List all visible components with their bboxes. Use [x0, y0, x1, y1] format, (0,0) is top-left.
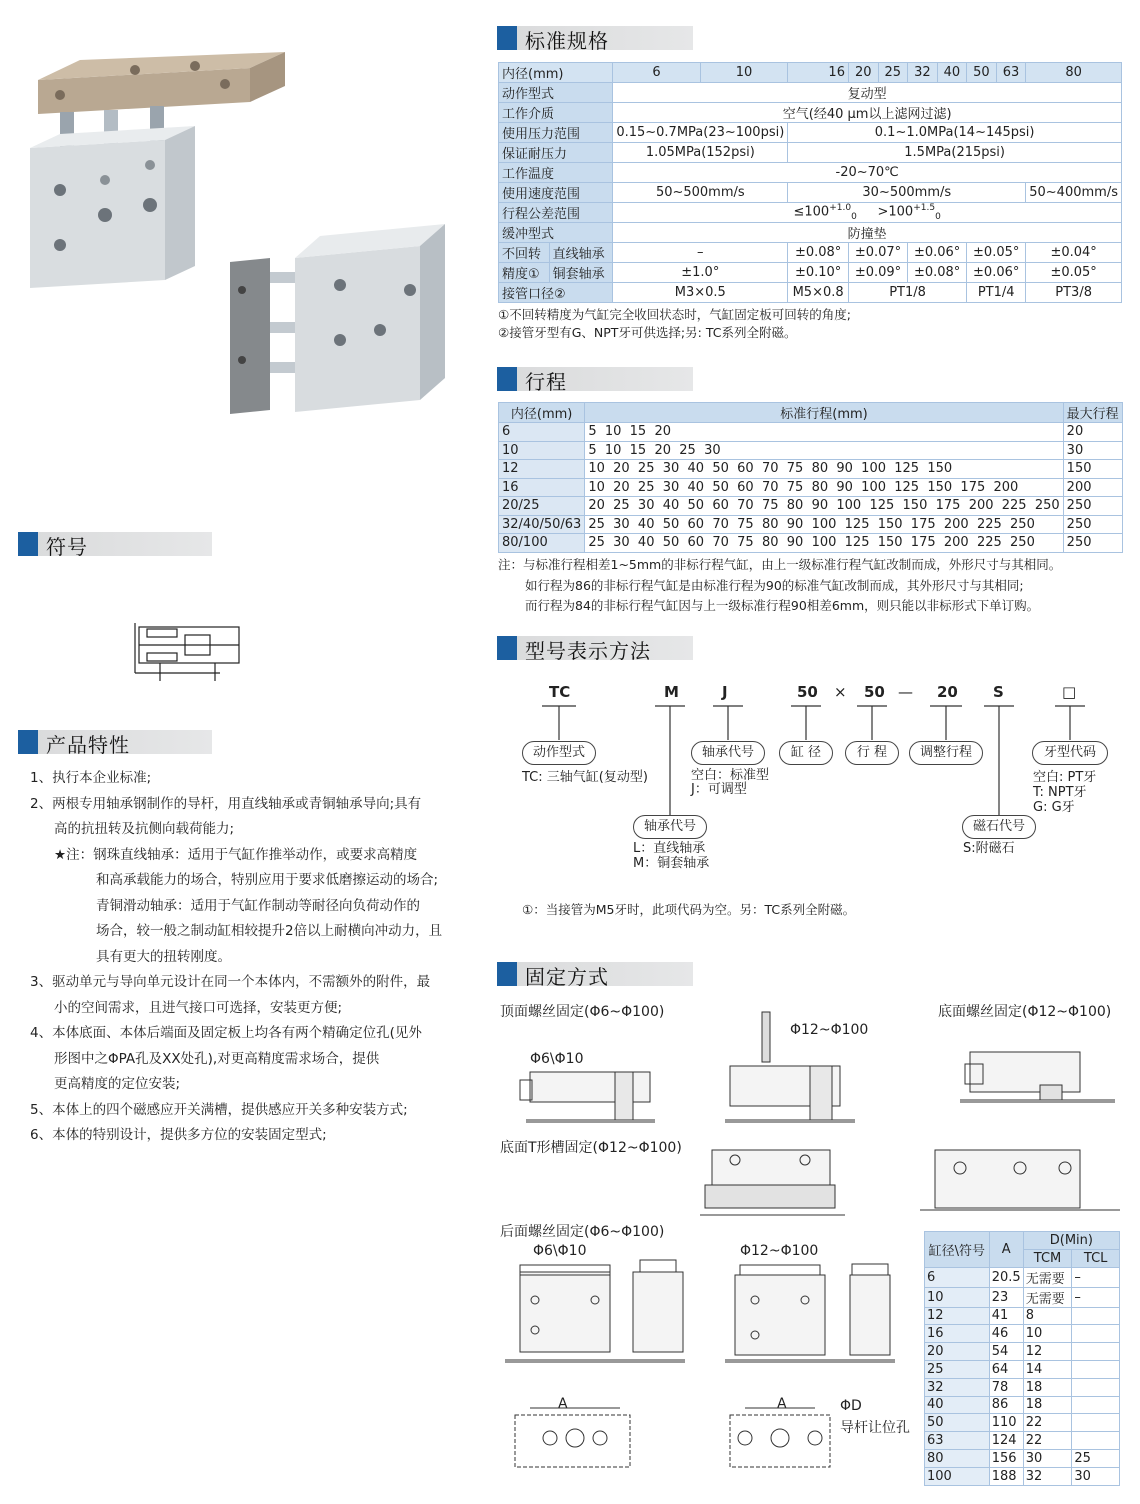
code-thread: □ [1062, 683, 1077, 701]
table-row [499, 534, 1123, 553]
tol-b-sup: +1.5 [913, 203, 936, 214]
stroke-head-bore: 内径(mm) [499, 403, 585, 423]
dim-a: 54 [989, 1343, 1023, 1361]
port-cell: PT3/8 [1026, 283, 1122, 303]
symbol-title: 符号 [46, 535, 88, 559]
features-section-header [18, 730, 212, 757]
dim-a: 78 [989, 1378, 1023, 1396]
model-title: 型号表示方法 [525, 639, 651, 663]
bore-cell: 16 [788, 63, 849, 83]
bore-cell: 80 [1026, 63, 1122, 83]
table-row [925, 1325, 1120, 1343]
code-bore: 50 [797, 683, 818, 701]
dim-a: 86 [989, 1396, 1023, 1414]
bronze-cell: ±0.05° [1026, 263, 1122, 283]
dim-bore: 16 [925, 1325, 990, 1343]
dim-tcm: 30 [1023, 1449, 1072, 1467]
dim-head-d: D(Min) [1023, 1232, 1119, 1250]
code-adjust: 20 [937, 683, 958, 701]
dim-tcl [1072, 1325, 1120, 1343]
stroke-max: 250 [1063, 497, 1122, 516]
box-adjust: 调整行程 [909, 741, 983, 765]
label-a-right: A [777, 1396, 787, 1412]
dim-bore: 40 [925, 1396, 990, 1414]
dim-a: 41 [989, 1307, 1023, 1325]
mount-title: 固定方式 [525, 965, 609, 989]
dim-tcm: 32 [1023, 1467, 1072, 1485]
code-tc: TC [549, 683, 571, 701]
feature-item: 更高精度的定位安装; [54, 1076, 181, 1092]
dim-a: 64 [989, 1360, 1023, 1378]
table-row [925, 1396, 1120, 1414]
table-row [499, 497, 1123, 516]
dim-tcm: 无需要 [1023, 1267, 1072, 1287]
code-bearing-m: M [664, 683, 679, 701]
spec-notes [498, 306, 851, 342]
feature-item: 高的抗扭转及抗侧向载荷能力; [54, 821, 235, 837]
bronze-cell: ±0.10° [788, 263, 849, 283]
stroke-max: 150 [1063, 460, 1122, 479]
caption-bottom-screw: 底面螺丝固定(Φ12~Φ100) [938, 1004, 1112, 1020]
feature-item: 形图中之ΦPA孔及XX处孔),对更高精度需求场合，提供 [54, 1050, 380, 1067]
table-row [925, 1467, 1120, 1485]
stroke-bore: 20/25 [499, 497, 585, 516]
dim-a: 156 [989, 1449, 1023, 1467]
cylinder-symbol-diagram [125, 615, 245, 690]
dim-tcl [1072, 1396, 1120, 1414]
dim-a: 46 [989, 1325, 1023, 1343]
dim-tcm: 18 [1023, 1378, 1072, 1396]
bore-cell: 32 [908, 63, 938, 83]
desc-magnet: S:附磁石 [963, 841, 1015, 856]
stroke-std: 20 25 30 40 50 60 70 75 80 90 100 125 150 175 200 225 250 [585, 497, 1063, 516]
cushion-value: 防撞垫 [613, 223, 1122, 243]
proof-b: 1.5MPa(215psi) [788, 143, 1122, 163]
code-magnet: S [993, 683, 1004, 701]
mounting-drawings [500, 1010, 920, 1490]
table-row [499, 515, 1123, 534]
norot-label: 不回转 [499, 243, 550, 263]
dim-bore: 25 [925, 1360, 990, 1378]
dim-tcl [1072, 1343, 1120, 1361]
dim-tcm: 12 [1023, 1343, 1072, 1361]
linear-cell: ±0.05° [967, 243, 1026, 263]
box-bearing-j: 轴承代号 [691, 741, 765, 765]
feature-note: 青铜滑动轴承：适用于气缸作制动等耐径向负荷动作的 [96, 897, 420, 914]
feature-note: 具有更大的扭转刚度。 [96, 948, 231, 965]
speed-b: 30~500mm/s [788, 183, 1026, 203]
feature-note: ★注：钢珠直线轴承：适用于气缸作推举动作，或要求高精度 [54, 846, 418, 863]
medium-label: 工作介质 [499, 103, 613, 123]
caption-phi-small: Φ6\Φ10 [530, 1051, 584, 1067]
speed-a: 50~500mm/s [613, 183, 788, 203]
dim-head-a: A [989, 1232, 1023, 1268]
dim-bore: 63 [925, 1432, 990, 1450]
spec-note: ①不回转精度为气缸完全收回状态时，气缸固定板可回转的角度; [498, 307, 851, 322]
stroke-std: 5 10 15 20 [585, 423, 1063, 442]
dim-bore: 12 [925, 1307, 990, 1325]
port-cell: PT1/4 [967, 283, 1026, 303]
norot-label-2: 精度① [499, 263, 550, 283]
dim-tcl: – [1072, 1267, 1120, 1287]
dim-tcl [1072, 1414, 1120, 1432]
dim-tcl [1072, 1432, 1120, 1450]
desc-thread: 空白: PT牙 [1033, 770, 1097, 785]
dim-bore: 20 [925, 1343, 990, 1361]
stroke-bore: 16 [499, 478, 585, 497]
desc-thread: T: NPT牙 [1033, 785, 1087, 800]
tol-a-sub: 0 [851, 211, 857, 222]
dim-bore: 80 [925, 1449, 990, 1467]
action-value: 复动型 [613, 83, 1122, 103]
stroke-std: 25 30 40 50 60 70 75 80 90 100 125 150 175 200 225 250 [585, 515, 1063, 534]
table-row [925, 1267, 1120, 1287]
label-a-left: A [558, 1396, 568, 1412]
desc-bearing-m: M：铜套轴承 [633, 856, 710, 871]
dim-a: 188 [989, 1467, 1023, 1485]
table-row [499, 460, 1123, 479]
feature-item: 5、本体上的四个磁感应开关满槽，提供感应开关多种安装方式; [30, 1101, 408, 1118]
desc-bearing-m: L：直线轴承 [633, 841, 706, 856]
feature-note: 和高承载能力的场合，特别应用于要求低磨擦运动的场合; [96, 872, 439, 888]
stroke-note: 注：与标准行程相差1~5mm的非标行程气缸，由上一级标准行程气缸改制而成，外形尺寸与其相同。 [498, 557, 1062, 572]
dim-tcl [1072, 1378, 1120, 1396]
feature-item: 6、本体的特别设计，提供多方位的安装固定型式; [30, 1127, 327, 1143]
symbol-section-header [18, 532, 212, 559]
bronze-label: 铜套轴承 [549, 263, 613, 283]
model-section-header [497, 636, 693, 663]
dim-tcm: 8 [1023, 1307, 1072, 1325]
stroke-bore: 32/40/50/63 [499, 515, 585, 534]
table-row [499, 478, 1123, 497]
caption-rear-phi-small: Φ6\Φ10 [533, 1243, 587, 1259]
bore-cell: 10 [700, 63, 788, 83]
dim-tcm: 无需要 [1023, 1287, 1072, 1307]
features-title: 产品特性 [46, 733, 130, 757]
bore-cell: 50 [967, 63, 997, 83]
table-row [925, 1449, 1120, 1467]
mount-dimension-table [924, 1231, 1120, 1486]
bronze-cell: ±0.08° [908, 263, 967, 283]
tol-a: ≤100 [793, 204, 830, 220]
dim-bore: 10 [925, 1287, 990, 1307]
table-row [499, 423, 1123, 442]
dim-a: 20.5 [989, 1267, 1023, 1287]
bore-cell: 40 [937, 63, 967, 83]
dim-a: 23 [989, 1287, 1023, 1307]
dim-tcl [1072, 1307, 1120, 1325]
tolerance-label: 行程公差范围 [499, 203, 613, 223]
spec-title: 标准规格 [525, 29, 609, 53]
temp-label: 工作温度 [499, 163, 613, 183]
feature-item: 4、本体底面、本体后端面及固定板上均各有两个精确定位孔(见外 [30, 1025, 422, 1041]
feature-item: 1、执行本企业标准; [30, 770, 152, 786]
stroke-max: 200 [1063, 478, 1122, 497]
linear-cell: ±0.04° [1026, 243, 1122, 263]
dim-bore: 32 [925, 1378, 990, 1396]
port-label: 接管口径② [499, 283, 613, 303]
model-note: ①：当接管为M5牙时，此项代码为空。另：TC系列全附磁。 [522, 902, 856, 917]
dim-a: 124 [989, 1432, 1023, 1450]
stroke-std: 10 20 25 30 40 50 60 70 75 80 90 100 125 150 [585, 460, 1063, 479]
proof-label: 保证耐压力 [499, 143, 613, 163]
stroke-std: 5 10 15 20 25 30 [585, 441, 1063, 460]
bottom-screw-drawings [920, 1040, 1120, 1220]
tol-b-sub: 0 [935, 211, 941, 222]
caption-rear-screw: 后面螺丝固定(Φ6~Φ100) [500, 1224, 665, 1240]
dim-bore: 6 [925, 1267, 990, 1287]
feature-item: 小的空间需求，且进气接口可选择，安装更方便; [54, 999, 343, 1016]
code-bearing-j: J [722, 683, 728, 701]
mount-section-header [497, 962, 693, 989]
table-row [499, 441, 1123, 460]
dim-tcl [1072, 1360, 1120, 1378]
dim-tcl: – [1072, 1287, 1120, 1307]
box-thread: 牙型代码 [1032, 741, 1108, 765]
table-row [925, 1432, 1120, 1450]
bronze-cell: ±0.09° [848, 263, 907, 283]
linear-cell: – [613, 243, 788, 263]
caption-t-slot: 底面T形槽固定(Φ12~Φ100) [500, 1140, 682, 1156]
stroke-title: 行程 [525, 370, 567, 394]
label-guide-hole: 导杆让位孔 [840, 1420, 910, 1436]
speed-c: 50~400mm/s [1026, 183, 1122, 203]
stroke-notes [498, 555, 1061, 617]
tolerance-value [613, 203, 1122, 223]
caption-top-screw: 顶面螺丝固定(Φ6~Φ100) [500, 1004, 665, 1020]
box-stroke: 行 程 [845, 741, 899, 765]
dim-a: 110 [989, 1414, 1023, 1432]
proof-a: 1.05MPa(152psi) [613, 143, 788, 163]
feature-note: 场合，较一般之制动缸相较提升2倍以上耐横向冲动力，且 [96, 923, 443, 939]
tol-b: >100 [877, 204, 914, 220]
stroke-max: 250 [1063, 515, 1122, 534]
stroke-max: 250 [1063, 534, 1122, 553]
spec-table [498, 62, 1122, 303]
dim-tcm: 22 [1023, 1432, 1072, 1450]
pressure-b: 0.1~1.0MPa(14~145psi) [788, 123, 1122, 143]
medium-value: 空气(经40 μm以上滤网过滤) [613, 103, 1122, 123]
dim-head-tcm: TCM [1023, 1249, 1072, 1267]
stroke-bore: 10 [499, 441, 585, 460]
caption-rear-phi-large: Φ12~Φ100 [740, 1243, 819, 1259]
bore-label: 内径(mm) [499, 63, 613, 83]
bore-cell: 20 [848, 63, 878, 83]
dim-tcm: 10 [1023, 1325, 1072, 1343]
tol-a-sup: +1.0 [829, 203, 852, 214]
linear-cell: ±0.07° [848, 243, 907, 263]
desc-thread: G: G牙 [1033, 800, 1075, 815]
dim-head-tcl: TCL [1072, 1249, 1120, 1267]
spec-header-row [499, 63, 1122, 83]
code-dash: — [898, 683, 913, 701]
bore-cell: 63 [996, 63, 1026, 83]
dim-head-bore: 缸径\符号 [925, 1232, 990, 1268]
stroke-std: 10 20 25 30 40 50 60 70 75 80 90 100 125 150 175 200 [585, 478, 1063, 497]
spec-note: ②接管牙型有G、NPT牙可供选择;另: TC系列全附磁。 [498, 325, 797, 340]
dim-tcm: 22 [1023, 1414, 1072, 1432]
dim-tcl: 30 [1072, 1467, 1120, 1485]
code-times: × [834, 683, 847, 701]
dim-tcm: 14 [1023, 1360, 1072, 1378]
pressure-a: 0.15~0.7MPa(23~100psi) [613, 123, 788, 143]
stroke-table [498, 402, 1123, 553]
cushion-label: 缓冲型式 [499, 223, 613, 243]
pressure-label: 使用压力范围 [499, 123, 613, 143]
box-magnet: 磁石代号 [962, 815, 1036, 839]
port-cell: PT1/8 [848, 283, 966, 303]
box-action: 动作型式 [522, 741, 596, 765]
table-row [925, 1287, 1120, 1307]
stroke-note: 如行程为86的非标行程气缸是由标准行程为90的标准气缸改制而成，其外形尺寸与其相同; [525, 577, 1024, 593]
spec-section-header [497, 26, 693, 53]
bore-cell: 6 [613, 63, 700, 83]
table-row [925, 1378, 1120, 1396]
feature-item: 3、驱动单元与导向单元设计在同一个本体内，不需额外的附件，最 [30, 974, 431, 990]
desc-bearing-j: J：可调型 [691, 782, 747, 797]
linear-label: 直线轴承 [549, 243, 613, 263]
bore-cell: 25 [878, 63, 908, 83]
port-cell: M5×0.8 [788, 283, 849, 303]
stroke-head-std: 标准行程(mm) [585, 403, 1063, 423]
bronze-cell: ±0.06° [967, 263, 1026, 283]
stroke-bore: 12 [499, 460, 585, 479]
port-cell: M3×0.5 [613, 283, 788, 303]
bronze-cell: ±1.0° [613, 263, 788, 283]
product-photo [20, 40, 460, 430]
speed-label: 使用速度范围 [499, 183, 613, 203]
stroke-note: 而行程为84的非标行程气缸因与上一级标准行程90相差6mm，则只能以非标形式下单订购。 [525, 598, 1040, 613]
stroke-bore: 6 [499, 423, 585, 442]
table-row [925, 1343, 1120, 1361]
table-row [925, 1414, 1120, 1432]
dim-bore: 50 [925, 1414, 990, 1432]
code-stroke: 50 [864, 683, 885, 701]
stroke-bore: 80/100 [499, 534, 585, 553]
stroke-head-max: 最大行程 [1063, 403, 1122, 423]
dim-tcl: 25 [1072, 1449, 1120, 1467]
linear-cell: ±0.06° [908, 243, 967, 263]
stroke-max: 20 [1063, 423, 1122, 442]
table-row [925, 1307, 1120, 1325]
temp-value: -20~70℃ [613, 163, 1122, 183]
box-bearing-m: 轴承代号 [633, 815, 707, 839]
stroke-max: 30 [1063, 441, 1122, 460]
box-bore: 缸 径 [779, 741, 833, 765]
dim-tcm: 18 [1023, 1396, 1072, 1414]
linear-cell: ±0.08° [788, 243, 849, 263]
desc-action: TC: 三轴气缸(复动型) [522, 770, 648, 785]
stroke-std: 25 30 40 50 60 70 75 80 90 100 125 150 175 200 225 250 [585, 534, 1063, 553]
table-row [925, 1360, 1120, 1378]
dim-bore: 100 [925, 1467, 990, 1485]
stroke-section-header [497, 367, 693, 394]
feature-item: 2、两根专用轴承钢制作的导杆，用直线轴承或青铜轴承导向;具有 [30, 795, 422, 812]
features-list [30, 766, 475, 1149]
action-label: 动作型式 [499, 83, 613, 103]
label-phi-d: ΦD [840, 1398, 862, 1414]
caption-phi-large: Φ12~Φ100 [790, 1022, 869, 1038]
desc-bearing-j: 空白：标准型 [691, 768, 770, 783]
